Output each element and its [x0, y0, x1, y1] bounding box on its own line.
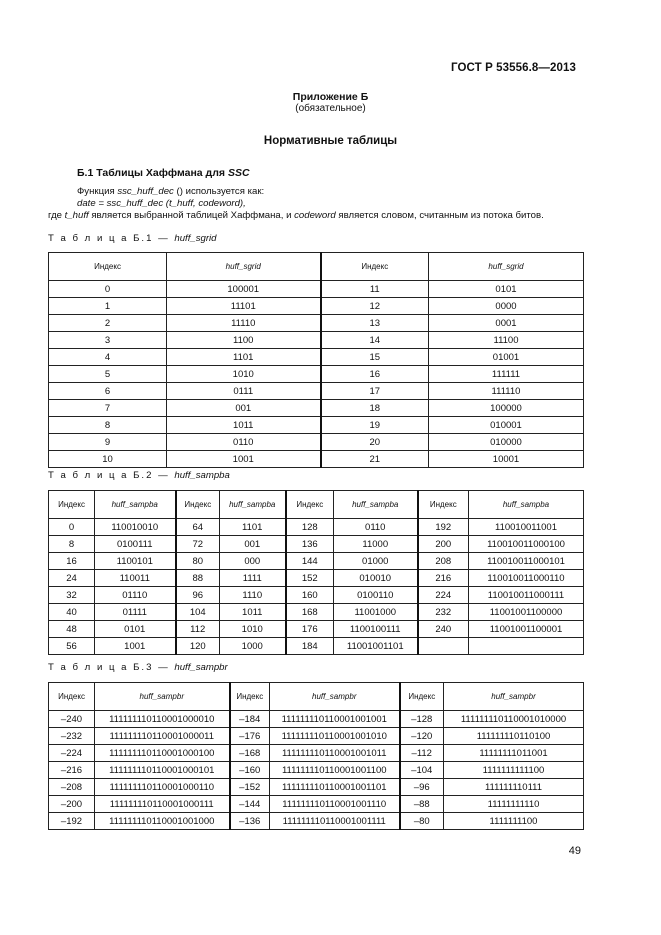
- table-cell: –240: [49, 711, 95, 728]
- table-cell: 1110: [220, 587, 286, 604]
- table-row: [49, 553, 584, 570]
- paragraph-line-1: Функция ssc_huff_dec () используется как:: [77, 186, 265, 197]
- table-cell: 111111110110001001011: [270, 745, 400, 762]
- table-cell: 216: [418, 570, 469, 587]
- table-cell: 010000: [429, 434, 584, 451]
- table-cell: 111111110110001000011: [95, 728, 230, 745]
- annex-subtitle: (обязательное): [295, 103, 366, 114]
- table-cell: 0000: [429, 298, 584, 315]
- table-cell: 192: [418, 519, 469, 536]
- table-cell: 19: [321, 417, 429, 434]
- table-row: [49, 587, 584, 604]
- table-cell: 111111110110001001010: [270, 728, 400, 745]
- table-row: [49, 332, 584, 349]
- table-cell: 111110: [429, 383, 584, 400]
- table-cell: 18: [321, 400, 429, 417]
- table-cell: –96: [400, 779, 444, 796]
- table-cell: 11000: [334, 536, 418, 553]
- table-cell: 1: [49, 298, 167, 315]
- table-cell: –192: [49, 813, 95, 830]
- table-cell: 111111110110100: [444, 728, 584, 745]
- table-cell: 111111110110001000010: [95, 711, 230, 728]
- paragraph-line-2: date = ssc_huff_dec (t_huff, codeword),: [77, 198, 246, 209]
- table-cell: –112: [400, 745, 444, 762]
- column-header: huff_sampba: [220, 491, 286, 519]
- table-cell: 224: [418, 587, 469, 604]
- table-cell: –128: [400, 711, 444, 728]
- table-cell: 1000: [220, 638, 286, 655]
- table-cell: 24: [49, 570, 95, 587]
- table-cell: 7: [49, 400, 167, 417]
- table-cell: 111111110110001001001: [270, 711, 400, 728]
- table-caption-b2: Т а б л и ц а Б.2 — huff_sampba: [48, 470, 230, 481]
- table-cell: –104: [400, 762, 444, 779]
- table-cell: 16: [321, 366, 429, 383]
- table-cell: 11110: [167, 315, 321, 332]
- table-cell: 01110: [95, 587, 176, 604]
- table-cell: –88: [400, 796, 444, 813]
- column-header: Индекс: [286, 491, 334, 519]
- table-cell: 40: [49, 604, 95, 621]
- table-cell: –224: [49, 745, 95, 762]
- table-cell: 10: [49, 451, 167, 468]
- table-cell: 001: [220, 536, 286, 553]
- table-cell: 1111111100: [444, 813, 584, 830]
- column-header: Индекс: [49, 253, 167, 281]
- table-cell: 1100: [167, 332, 321, 349]
- table-row: [49, 536, 584, 553]
- table-cell: 1111111111100: [444, 762, 584, 779]
- table-cell: 64: [176, 519, 220, 536]
- table-cell: 100000: [429, 400, 584, 417]
- table-cell: 144: [286, 553, 334, 570]
- table-cell: 111111110110001001100: [270, 762, 400, 779]
- table-cell: –216: [49, 762, 95, 779]
- table-cell: 20: [321, 434, 429, 451]
- table-cell: 240: [418, 621, 469, 638]
- table-cell: 110010011000111: [469, 587, 584, 604]
- table-row: [49, 451, 584, 468]
- table-cell: 184: [286, 638, 334, 655]
- table-cell: 01000: [334, 553, 418, 570]
- table-cell: –144: [230, 796, 270, 813]
- table-cell: 111111110110001001101: [270, 779, 400, 796]
- table-cell: 14: [321, 332, 429, 349]
- table-cell: 13: [321, 315, 429, 332]
- table-cell: 16: [49, 553, 95, 570]
- column-header: huff_sgrid: [429, 253, 584, 281]
- table-cell: 11100: [429, 332, 584, 349]
- table-cell: 72: [176, 536, 220, 553]
- table-cell: 1010: [220, 621, 286, 638]
- table-cell: 5: [49, 366, 167, 383]
- table-cell: 1111: [220, 570, 286, 587]
- table-cell: 3: [49, 332, 167, 349]
- column-header: Индекс: [230, 683, 270, 711]
- standard-header: ГОСТ Р 53556.8—2013: [451, 62, 576, 74]
- table-row: [49, 604, 584, 621]
- table-caption-b3: Т а б л и ц а Б.3 — huff_sampbr: [48, 662, 228, 673]
- table-cell: [469, 638, 584, 655]
- table-cell: –120: [400, 728, 444, 745]
- table-cell: 11001001100000: [469, 604, 584, 621]
- table-cell: 128: [286, 519, 334, 536]
- paragraph-line-3: где t_huff является выбранной таблицей Хаффмана, и codeword является словом, считанным из потока битов.: [48, 210, 544, 221]
- page-number: 49: [568, 845, 581, 857]
- table-cell: 112: [176, 621, 220, 638]
- table-row: [49, 638, 584, 655]
- table-cell: 110010011001: [469, 519, 584, 536]
- table-cell: 6: [49, 383, 167, 400]
- table-cell: 1101: [220, 519, 286, 536]
- table-cell: 0110: [334, 519, 418, 536]
- table-row: [49, 711, 584, 728]
- table-row: [49, 298, 584, 315]
- table-cell: 111111110111: [444, 779, 584, 796]
- table-cell: 111111: [429, 366, 584, 383]
- table-cell: 1011: [167, 417, 321, 434]
- table-cell: 000: [220, 553, 286, 570]
- table-cell: 0111: [167, 383, 321, 400]
- table-cell: –176: [230, 728, 270, 745]
- table-cell: 110011: [95, 570, 176, 587]
- table-cell: 80: [176, 553, 220, 570]
- table-cell: 111111110110001001110: [270, 796, 400, 813]
- table-cell: 111111110110001000101: [95, 762, 230, 779]
- column-header: Индекс: [176, 491, 220, 519]
- table-cell: 136: [286, 536, 334, 553]
- table-cell: 12: [321, 298, 429, 315]
- table-cell: 110010011000110: [469, 570, 584, 587]
- column-header: huff_sampbr: [444, 683, 584, 711]
- table-cell: 8: [49, 417, 167, 434]
- table-row: [49, 813, 584, 830]
- table-cell: 110010011000101: [469, 553, 584, 570]
- table-cell: –136: [230, 813, 270, 830]
- table-cell: 001: [167, 400, 321, 417]
- table-cell: 0101: [95, 621, 176, 638]
- table-cell: –168: [230, 745, 270, 762]
- table-cell: 4: [49, 349, 167, 366]
- table-cell: 1101: [167, 349, 321, 366]
- table-row: [49, 281, 584, 298]
- table-row: [49, 349, 584, 366]
- annex-heading: Нормативные таблицы: [263, 135, 398, 147]
- table-cell: 1100100111: [334, 621, 418, 638]
- column-header: Индекс: [400, 683, 444, 711]
- table-cell: –184: [230, 711, 270, 728]
- table-cell: 1001: [95, 638, 176, 655]
- table-cell: 10001: [429, 451, 584, 468]
- column-header: huff_sampba: [334, 491, 418, 519]
- table-cell: 1100101: [95, 553, 176, 570]
- table-cell: 110010011000100: [469, 536, 584, 553]
- table-row: [49, 762, 584, 779]
- table-row: [49, 434, 584, 451]
- table-row: [49, 366, 584, 383]
- table-cell: 56: [49, 638, 95, 655]
- table-row: [49, 745, 584, 762]
- table-cell: 0100111: [95, 536, 176, 553]
- table-cell: 21: [321, 451, 429, 468]
- table-row: [49, 728, 584, 745]
- table-cell: 200: [418, 536, 469, 553]
- table-cell: –160: [230, 762, 270, 779]
- table-row: [49, 417, 584, 434]
- table-caption-b1: Т а б л и ц а Б.1 — huff_sgrid: [48, 233, 217, 244]
- table-row: [49, 519, 584, 536]
- table-cell: 01111: [95, 604, 176, 621]
- table-cell: 96: [176, 587, 220, 604]
- table-cell: [418, 638, 469, 655]
- table-cell: 1001: [167, 451, 321, 468]
- table-cell: 111111110110001010000: [444, 711, 584, 728]
- column-header: Индекс: [49, 683, 95, 711]
- table-cell: 160: [286, 587, 334, 604]
- table-cell: 01001: [429, 349, 584, 366]
- table-cell: 11001001101: [334, 638, 418, 655]
- table-cell: 100001: [167, 281, 321, 298]
- table-cell: –200: [49, 796, 95, 813]
- table-cell: –152: [230, 779, 270, 796]
- table-row: [49, 621, 584, 638]
- table-cell: 232: [418, 604, 469, 621]
- table-cell: 010001: [429, 417, 584, 434]
- table-cell: 15: [321, 349, 429, 366]
- table-cell: 0100110: [334, 587, 418, 604]
- table-cell: 104: [176, 604, 220, 621]
- column-header: huff_sampbr: [270, 683, 400, 711]
- table-cell: 32: [49, 587, 95, 604]
- column-header: huff_sampba: [469, 491, 584, 519]
- table-huff-sampba: [48, 490, 584, 655]
- table-row: [49, 779, 584, 796]
- table-cell: 208: [418, 553, 469, 570]
- table-cell: 11001001100001: [469, 621, 584, 638]
- table-cell: –208: [49, 779, 95, 796]
- table-cell: 11: [321, 281, 429, 298]
- table-row: [49, 315, 584, 332]
- column-header: huff_sampbr: [95, 683, 230, 711]
- table-cell: 0101: [429, 281, 584, 298]
- column-header: huff_sgrid: [167, 253, 321, 281]
- table-cell: 111111110110001000100: [95, 745, 230, 762]
- annex-title: Приложение Б: [292, 91, 369, 103]
- table-cell: 17: [321, 383, 429, 400]
- table-cell: 176: [286, 621, 334, 638]
- table-cell: –80: [400, 813, 444, 830]
- table-cell: 11001000: [334, 604, 418, 621]
- table-cell: 0: [49, 281, 167, 298]
- table-row: [49, 400, 584, 417]
- table-cell: 0110: [167, 434, 321, 451]
- section-title: Б.1 Таблицы Хаффмана для SSC: [77, 167, 250, 179]
- table-cell: 010010: [334, 570, 418, 587]
- table-huff-sampbr: [48, 682, 584, 830]
- table-cell: 11101: [167, 298, 321, 315]
- column-header: Индекс: [321, 253, 429, 281]
- table-cell: 48: [49, 621, 95, 638]
- table-cell: 111111110110001001111: [270, 813, 400, 830]
- table-row: [49, 570, 584, 587]
- table-cell: 9: [49, 434, 167, 451]
- table-cell: 88: [176, 570, 220, 587]
- table-cell: 1010: [167, 366, 321, 383]
- table-cell: 110010010: [95, 519, 176, 536]
- table-cell: 0: [49, 519, 95, 536]
- column-header: Индекс: [49, 491, 95, 519]
- table-huff-sgrid: [48, 252, 584, 468]
- column-header: huff_sampba: [95, 491, 176, 519]
- table-cell: 111111110110001000110: [95, 779, 230, 796]
- table-cell: 11111111110: [444, 796, 584, 813]
- table-cell: –232: [49, 728, 95, 745]
- table-cell: 2: [49, 315, 167, 332]
- table-cell: 8: [49, 536, 95, 553]
- table-cell: 11111111011001: [444, 745, 584, 762]
- column-header: Индекс: [418, 491, 469, 519]
- table-cell: 120: [176, 638, 220, 655]
- table-cell: 168: [286, 604, 334, 621]
- table-cell: 111111110110001001000: [95, 813, 230, 830]
- table-cell: 0001: [429, 315, 584, 332]
- table-cell: 1011: [220, 604, 286, 621]
- table-cell: 111111110110001000111: [95, 796, 230, 813]
- table-row: [49, 383, 584, 400]
- table-row: [49, 796, 584, 813]
- table-cell: 152: [286, 570, 334, 587]
